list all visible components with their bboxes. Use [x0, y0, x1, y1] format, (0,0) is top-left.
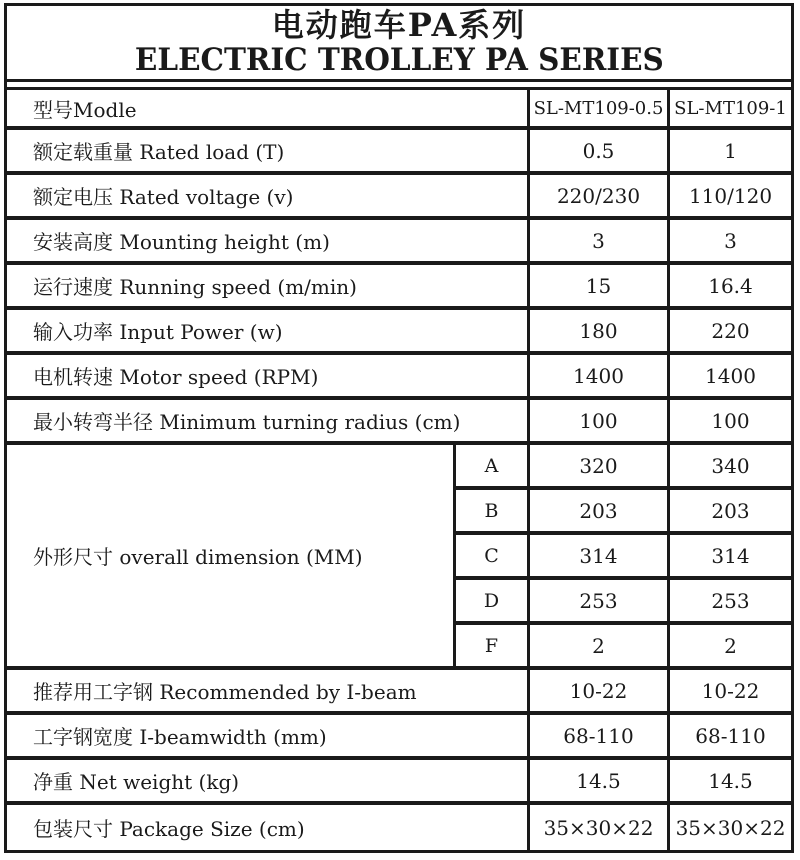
- spec-value: 35×30×22: [667, 805, 791, 850]
- spec-value: 3: [527, 220, 667, 261]
- spec-value: 35×30×22: [527, 805, 667, 850]
- dimension-value: 253: [527, 580, 667, 621]
- spec-value: 0.5: [527, 130, 667, 171]
- spec-value: 100: [667, 400, 791, 441]
- spec-value: 68-110: [667, 715, 791, 756]
- dimension-row-c: [453, 535, 791, 580]
- dimension-row-a: [453, 445, 791, 490]
- spec-label: 工字钢宽度 I-beamwidth (mm): [33, 725, 327, 749]
- spec-label: 运行速度 Running speed (m/min): [33, 275, 357, 299]
- spec-label: 最小转弯半径 Minimum turning radius (cm): [33, 410, 461, 434]
- spec-sheet-table: [4, 3, 794, 853]
- dimension-row-f: [453, 625, 791, 666]
- dimension-value: 2: [527, 625, 667, 666]
- spec-value: 10-22: [667, 670, 791, 711]
- spec-value: 110/120: [667, 175, 791, 216]
- spec-label: 额定电压 Rated voltage (v): [33, 185, 294, 209]
- spec-row-mounting-height: [7, 220, 791, 265]
- dimension-value: 203: [667, 490, 791, 531]
- title-chinese: 电动跑车PA系列: [271, 5, 527, 44]
- spec-value: 14.5: [527, 760, 667, 801]
- dimension-value: 203: [527, 490, 667, 531]
- spec-row-running-speed: [7, 265, 791, 310]
- title-english: ELECTRIC TROLLEY PA SERIES: [134, 42, 664, 79]
- dimension-key: C: [453, 535, 527, 576]
- spec-value: 100: [527, 400, 667, 441]
- dimension-value: 2: [667, 625, 791, 666]
- spec-value: 10-22: [527, 670, 667, 711]
- spec-label: 净重 Net weight (kg): [33, 770, 240, 794]
- model-header-label: 型号Modle: [33, 97, 137, 122]
- dimension-key: A: [453, 445, 527, 486]
- dimension-row-b: [453, 490, 791, 535]
- model-header-row: [7, 90, 791, 130]
- dimension-key: D: [453, 580, 527, 621]
- spec-row-rated-voltage: [7, 175, 791, 220]
- dimension-value: 320: [527, 445, 667, 486]
- spec-value: 220/230: [527, 175, 667, 216]
- dimension-value: 253: [667, 580, 791, 621]
- spec-value: 14.5: [667, 760, 791, 801]
- spec-value: 1: [667, 130, 791, 171]
- spec-label: 包装尺寸 Package Size (cm): [33, 817, 305, 841]
- spec-value: 68-110: [527, 715, 667, 756]
- spec-value: 3: [667, 220, 791, 261]
- dimension-key: F: [453, 625, 527, 666]
- dimension-section: [7, 445, 791, 670]
- spec-row-input-power: [7, 310, 791, 355]
- table-title: [7, 6, 791, 82]
- dimension-value: 314: [667, 535, 791, 576]
- spec-label: 电机转速 Motor speed (RPM): [33, 365, 319, 389]
- spec-row-package-size: [7, 805, 791, 850]
- dimension-row-d: [453, 580, 791, 625]
- spec-row-recommended-ibeam: [7, 670, 791, 715]
- dimension-value: 340: [667, 445, 791, 486]
- dimension-value: 314: [527, 535, 667, 576]
- spec-row-ibeam-width: [7, 715, 791, 760]
- spec-value: 1400: [667, 355, 791, 396]
- spec-label: 推荐用工字钢 Recommended by I-beam: [33, 680, 417, 704]
- spec-label: 输入功率 Input Power (w): [33, 320, 283, 344]
- spec-row-rated-load: [7, 130, 791, 175]
- spec-value: 16.4: [667, 265, 791, 306]
- dimension-subtable: [453, 445, 791, 666]
- spec-row-motor-speed: [7, 355, 791, 400]
- model-column-1: SL-MT109-0.5: [527, 90, 667, 126]
- spec-value: 15: [527, 265, 667, 306]
- spec-label: 安装高度 Mounting height (m): [33, 230, 330, 254]
- spec-row-net-weight: [7, 760, 791, 805]
- spec-row-turning-radius: [7, 400, 791, 445]
- model-column-2: SL-MT109-1: [667, 90, 791, 126]
- spec-grid: [7, 87, 791, 850]
- spec-value: 180: [527, 310, 667, 351]
- spec-value: 1400: [527, 355, 667, 396]
- dimension-label: 外形尺寸 overall dimension (MM): [33, 545, 363, 569]
- spec-value: 220: [667, 310, 791, 351]
- spec-label: 额定载重量 Rated load (T): [33, 140, 285, 164]
- dimension-key: B: [453, 490, 527, 531]
